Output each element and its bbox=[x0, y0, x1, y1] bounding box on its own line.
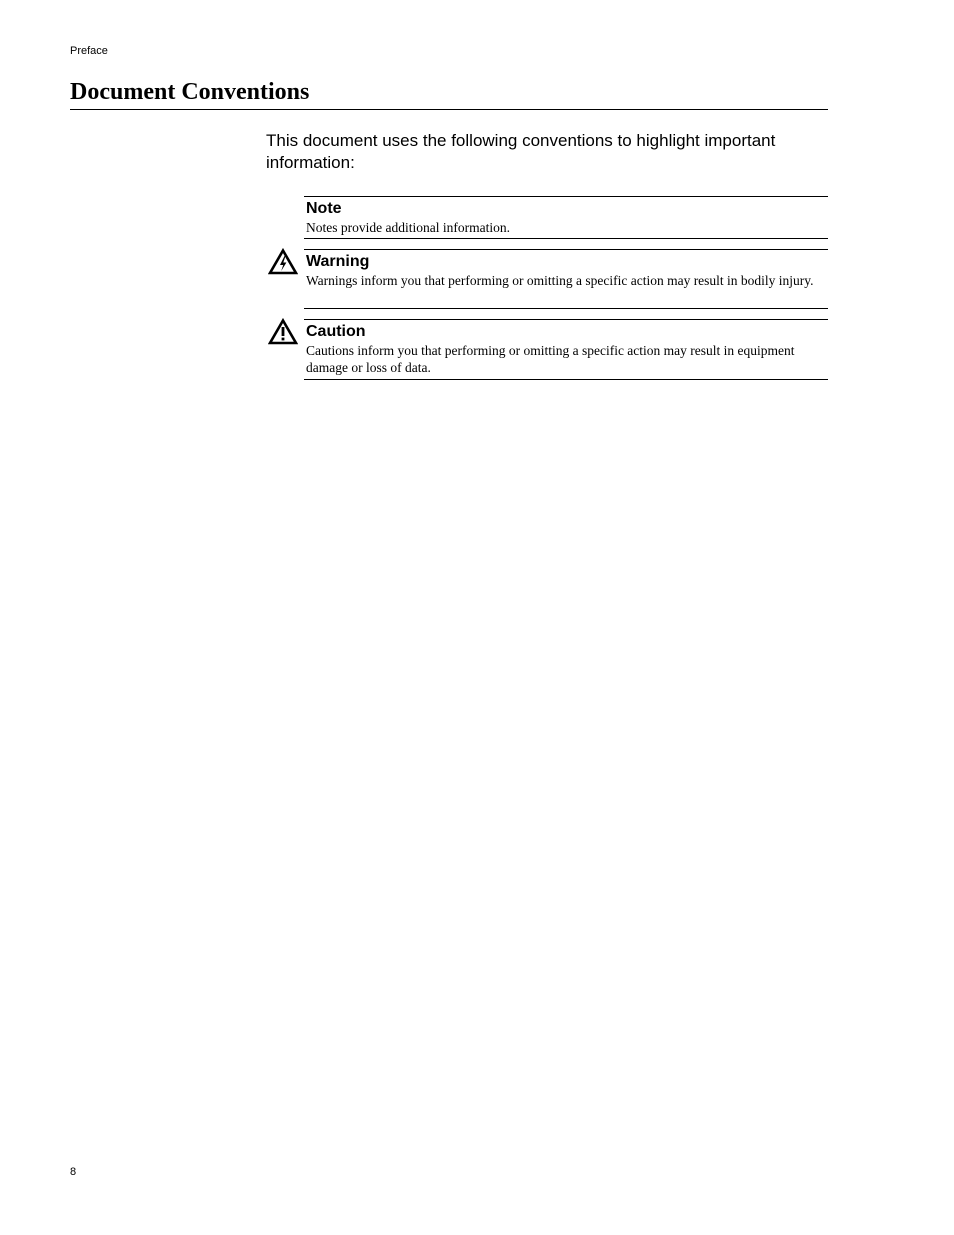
note-body: Notes provide additional information. bbox=[306, 220, 510, 235]
warning-notice bbox=[304, 249, 828, 309]
exclamation-caution-icon bbox=[268, 318, 298, 345]
caution-body: Cautions inform you that performing or omitting a specific action may result in equipment damage or loss of data. bbox=[306, 343, 795, 375]
running-head: Preface bbox=[70, 45, 108, 57]
warning-heading: Warning bbox=[306, 253, 370, 270]
caution-heading: Caution bbox=[306, 323, 366, 340]
warning-body: Warnings inform you that performing or omitting a specific action may result in bodily injury. bbox=[306, 273, 814, 288]
note-notice bbox=[304, 196, 828, 239]
electrical-hazard-warning-icon bbox=[268, 248, 298, 275]
caution-notice bbox=[304, 319, 828, 380]
intro-paragraph: This document uses the following conventions to highlight important information: bbox=[266, 131, 776, 172]
note-heading: Note bbox=[306, 200, 342, 217]
title-rule bbox=[70, 109, 828, 110]
page-title: Document Conventions bbox=[70, 79, 310, 105]
page-number: 8 bbox=[70, 1166, 77, 1178]
